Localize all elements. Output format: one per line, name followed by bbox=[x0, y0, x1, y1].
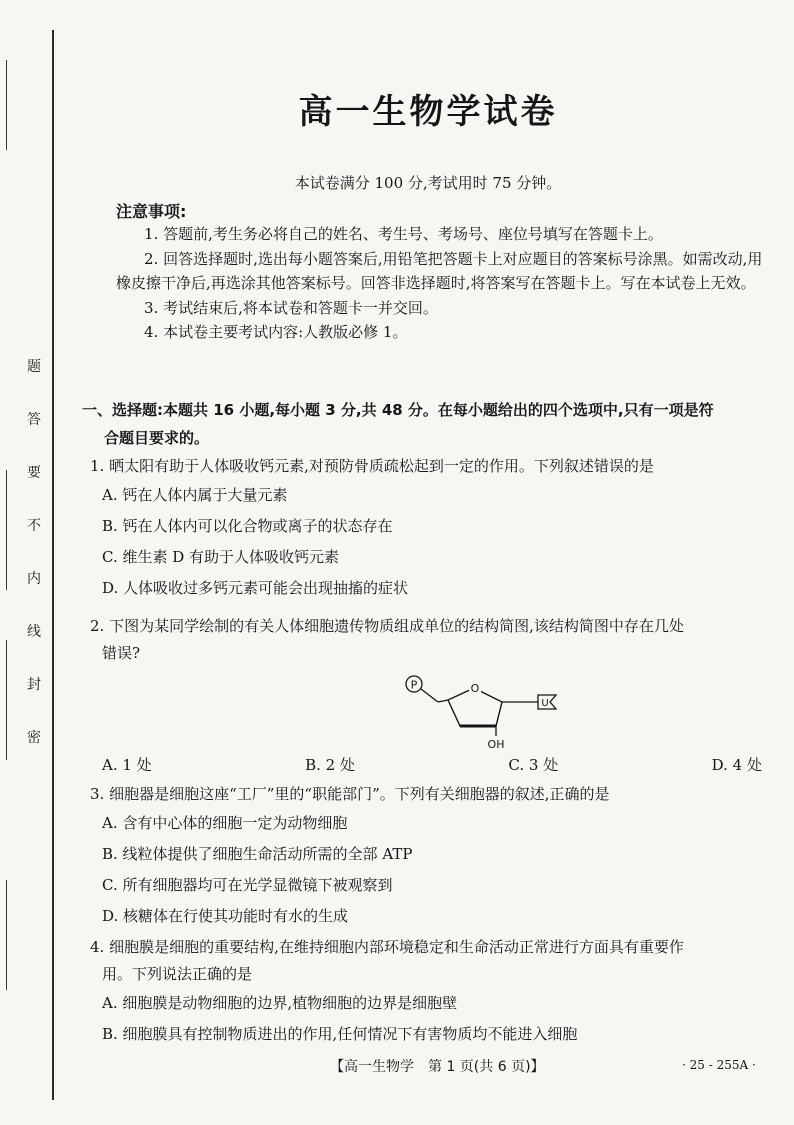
option-c: C. 所有细胞器均可在光学显微镜下被观察到 bbox=[102, 876, 393, 894]
question-stem: 4. 细胞膜是细胞的重要结构,在维持细胞内部环境稳定和生命活动正常进行方面具有重要作 bbox=[90, 938, 684, 956]
option-b: B. 线粒体提供了细胞生命活动所需的全部 ATP bbox=[102, 845, 413, 863]
seal-char: 不 bbox=[27, 518, 41, 534]
seal-line-text bbox=[22, 360, 46, 745]
seal-char: 要 bbox=[27, 465, 41, 481]
seal-char: 密 bbox=[27, 730, 41, 746]
question-3 bbox=[90, 781, 770, 932]
question-stem: 1. 晒太阳有助于人体吸收钙元素,对预防骨质疏松起到一定的作用。下列叙述错误的是 bbox=[90, 457, 654, 475]
seal-char: 题 bbox=[27, 359, 41, 375]
option-a: A. 钙在人体内属于大量元素 bbox=[102, 486, 288, 504]
page-title: 高一生物学试卷 bbox=[298, 92, 558, 132]
question-stem: 2. 下图为某同学绘制的有关人体细胞遗传物质组成单位的结构简图,该结构简图中存在几处 bbox=[90, 617, 684, 635]
notes-heading: 注意事项: bbox=[116, 202, 187, 221]
seal-char: 内 bbox=[27, 571, 41, 587]
option-a: A. 1 处 bbox=[102, 756, 152, 774]
note-item: 2. 回答选择题时,选出每小题答案后,用铅笔把答题卡上对应题目的答案标号涂黑。如需改动,用橡皮擦干净后,再选涂其他答案标号。回答非选择题时,将答案写在答题卡上。写在本试卷上无效。 bbox=[116, 249, 763, 292]
hydroxyl-label: OH bbox=[487, 738, 505, 751]
section-heading bbox=[82, 396, 772, 452]
exam-info: 本试卷满分 100 分,考试用时 75 分钟。 bbox=[294, 174, 562, 192]
seal-char: 封 bbox=[27, 677, 41, 693]
field-line bbox=[6, 60, 7, 150]
option-a: A. 含有中心体的细胞一定为动物细胞 bbox=[102, 814, 348, 832]
binding-rule bbox=[52, 30, 54, 1100]
note-item: 4. 本试卷主要考试内容:人教版必修 1。 bbox=[144, 323, 408, 341]
question-2 bbox=[90, 613, 770, 667]
phosphate-label: P bbox=[410, 678, 418, 692]
question-1 bbox=[90, 453, 770, 604]
field-line bbox=[6, 880, 7, 990]
question-stem: 3. 细胞器是细胞这座“工厂”里的“职能部门”。下列有关细胞器的叙述,正确的是 bbox=[90, 785, 610, 803]
seal-char: 答 bbox=[27, 412, 41, 428]
note-item: 1. 答题前,考生务必将自己的姓名、考生号、考场号、座位号填写在答题卡上。 bbox=[144, 225, 663, 243]
exam-code: · 25 - 255A · bbox=[682, 1058, 756, 1072]
option-c: C. 3 处 bbox=[508, 756, 559, 774]
question-stem-cont: 错误? bbox=[102, 644, 141, 662]
option-d: D. 核糖体在行使其功能时有水的生成 bbox=[102, 907, 349, 925]
ring-oxygen-label: O bbox=[470, 682, 480, 695]
option-b: B. 2 处 bbox=[305, 756, 355, 774]
question-stem-cont: 用。下列说法正确的是 bbox=[102, 965, 253, 983]
option-b: B. 钙在人体内可以化合物或离子的状态存在 bbox=[102, 517, 393, 535]
section-heading-line: 合题目要求的。 bbox=[104, 429, 210, 447]
option-c: C. 维生素 D 有助于人体吸收钙元素 bbox=[102, 548, 340, 566]
question-4 bbox=[90, 934, 770, 1050]
option-a: A. 细胞膜是动物细胞的边界,植物细胞的边界是细胞壁 bbox=[102, 994, 458, 1012]
option-d: D. 4 处 bbox=[711, 756, 762, 774]
nucleotide-figure bbox=[398, 670, 578, 754]
note-item: 3. 考试结束后,将本试卷和答题卡一并交回。 bbox=[144, 298, 438, 317]
option-d: D. 人体吸收过多钙元素可能会出现抽搐的症状 bbox=[102, 579, 409, 597]
field-line bbox=[6, 640, 7, 760]
base-label: U bbox=[541, 698, 549, 709]
question-2-options bbox=[102, 754, 762, 775]
page-number: 【高一生物学 第 1 页(共 6 页)】 bbox=[330, 1059, 545, 1075]
notes-list bbox=[116, 222, 766, 345]
field-line bbox=[6, 470, 7, 590]
binding-margin bbox=[0, 0, 58, 1125]
section-heading-line: 一、选择题:本题共 16 小题,每小题 3 分,共 48 分。在每小题给出的四个选项中,只有一项是符 bbox=[82, 401, 714, 419]
option-b: B. 细胞膜具有控制物质进出的作用,任何情况下有害物质均不能进入细胞 bbox=[102, 1025, 578, 1043]
seal-char: 线 bbox=[27, 624, 41, 640]
